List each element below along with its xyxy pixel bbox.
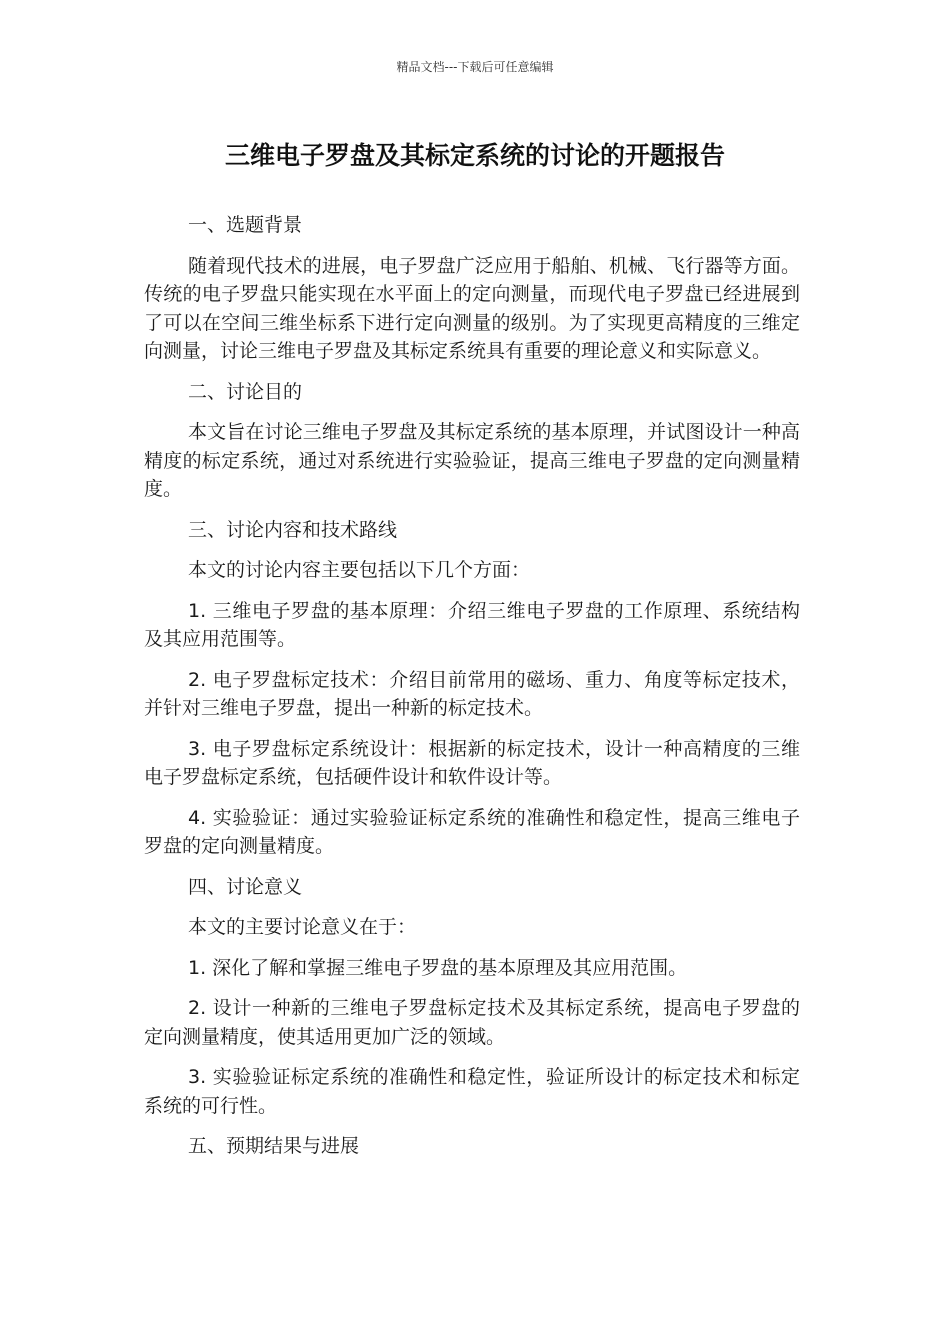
section-heading-content: 三、讨论内容和技术路线 — [188, 518, 398, 541]
page-header-note: 精品文档---下载后可任意编辑 — [396, 60, 554, 74]
significance-item-2: 2. 设计一种新的三维电子罗盘标定技术及其标定系统，提高电子罗盘的定向测量精度，使其适用更加广泛的领域。 — [144, 997, 800, 1048]
significance-item-1: 1. 深化了解和掌握三维电子罗盘的基本原理及其应用范围。 — [188, 956, 688, 979]
purpose-paragraph: 本文旨在讨论三维电子罗盘及其标定系统的基本原理，并试图设计一种高精度的标定系统，通过对系统进行实验验证，提高三维电子罗盘的定向测量精度。 — [144, 421, 800, 500]
content-item-3: 3. 电子罗盘标定系统设计：根据新的标定技术，设计一种高精度的三维电子罗盘标定系统，包括硬件设计和软件设计等。 — [144, 737, 800, 788]
significance-item-3: 3. 实验验证标定系统的准确性和稳定性，验证所设计的标定技术和标定系统的可行性。 — [144, 1066, 800, 1117]
content-item-4: 4. 实验验证：通过实验验证标定系统的准确性和稳定性，提高三维电子罗盘的定向测量精度。 — [144, 806, 800, 857]
significance-intro: 本文的主要讨论意义在于： — [188, 916, 417, 938]
content-item-2: 2. 电子罗盘标定技术：介绍目前常用的磁场、重力、角度等标定技术，并针对三维电子罗盘，提出一种新的标定技术。 — [144, 668, 800, 719]
content-intro: 本文的讨论内容主要包括以下几个方面： — [188, 559, 531, 581]
section-heading-significance: 四、讨论意义 — [188, 875, 303, 898]
document-title: 三维电子罗盘及其标定系统的讨论的开题报告 — [224, 141, 725, 170]
content-item-1: 1. 三维电子罗盘的基本原理：介绍三维电子罗盘的工作原理、系统结构及其应用范围等。 — [144, 599, 800, 650]
section-heading-purpose: 二、讨论目的 — [188, 380, 303, 403]
document-body — [144, 211, 800, 1161]
background-paragraph: 随着现代技术的进展，电子罗盘广泛应用于船舶、机械、飞行器等方面。传统的电子罗盘只能实现在水平面上的定向测量，而现代电子罗盘已经进展到了可以在空间三维坐标系下进行定向测量的级别。为了实现更高精度的三维定向测量，讨论三维电子罗盘及其标定系统具有重要的理论意义和实际意义。 — [144, 254, 800, 362]
section-heading-background: 一、选题背景 — [188, 214, 303, 236]
section-heading-results: 五、预期结果与进展 — [188, 1135, 360, 1157]
